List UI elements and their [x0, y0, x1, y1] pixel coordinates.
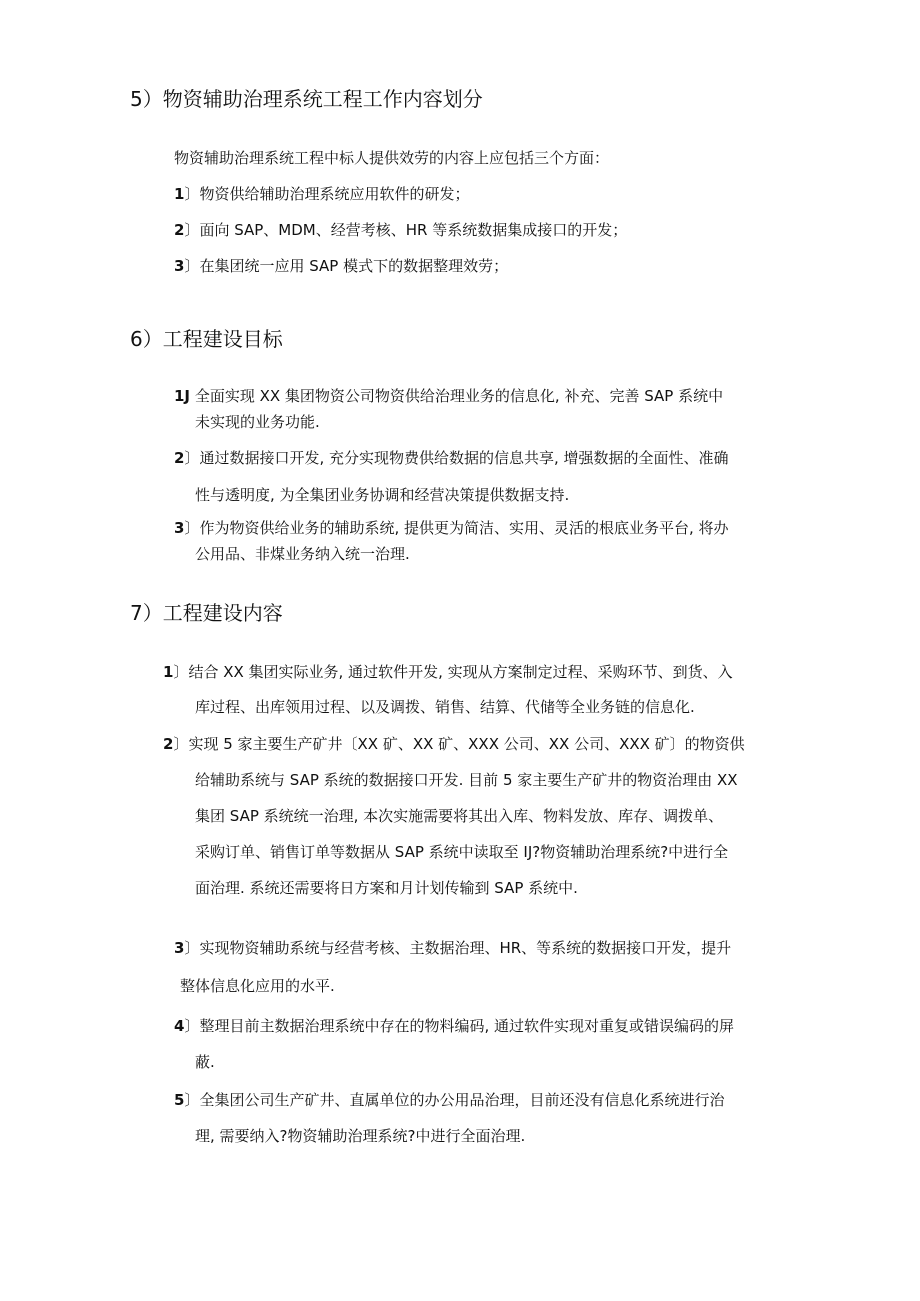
section-7-item-4-line-2: 蔽.: [195, 1053, 215, 1071]
section-6-item-3-line-2: 公用品、非煤业务纳入统一治理.: [195, 545, 410, 563]
section-7-item-1-line-2: 库过程、出库领用过程、以及调拨、销售、结算、代储等全业务链的信息化.: [195, 698, 695, 716]
item-number: 1J: [174, 387, 191, 405]
item-number: 4: [174, 1017, 185, 1035]
section-5-item-3: [174, 248, 508, 284]
item-text: 〕通过数据接口开发, 充分实现物费供给数据的信息共享, 增强数据的全面性、准确: [184, 449, 729, 467]
section-5-heading: 5）物资辅助治理系统工程工作内容划分: [130, 87, 483, 111]
item-text: 〕面向 SAP、MDM、经营考核、HR 等系统数据集成接口的开发；: [184, 221, 628, 239]
section-6-heading: 6）工程建设目标: [130, 327, 283, 351]
item-text: 〕作为物资供给业务的辅助系统, 提供更为简洁、实用、灵活的根底业务平台, 将办: [184, 519, 729, 537]
section-5-item-2: [174, 212, 627, 248]
item-number: 1: [163, 663, 174, 681]
section-7-item-5-line-2: 理, 需要纳入?物资辅助治理系统?中进行全面治理.: [195, 1127, 526, 1145]
item-number: 2: [163, 735, 174, 753]
item-number: 3: [174, 257, 185, 275]
item-number: 2: [174, 221, 185, 239]
item-text: 全面实现 XX 集团物资公司物资供给治理业务的信息化, 补充、完善 SAP 系统中: [194, 387, 724, 405]
section-5-item-1: [174, 176, 469, 212]
item-number: 3: [174, 939, 185, 957]
section-7-heading: 7）工程建设内容: [130, 601, 283, 625]
section-7-item-3-line-1: [174, 930, 731, 966]
item-number: 2: [174, 449, 185, 467]
section-6-item-1-line-2: 未实现的业务功能.: [195, 413, 320, 431]
item-number: 1: [174, 185, 185, 203]
item-text: 〕整理目前主数据治理系统中存在的物料编码, 通过软件实现对重复或错误编码的屏: [184, 1017, 734, 1035]
item-text: 〕全集团公司生产矿井、直属单位的办公用品治理，目前还没有信息化系统进行治: [184, 1091, 725, 1109]
section-7-item-2-line-1: [163, 726, 745, 762]
item-text: 〕在集团统一应用 SAP 模式下的数据整理效劳；: [184, 257, 509, 275]
section-7-item-5-line-1: [174, 1082, 724, 1118]
item-text: 〕实现 5 家主要生产矿井〔XX 矿、XX 矿、XXX 公司、XX 公司、XXX 矿〕的物资供: [173, 735, 745, 753]
section-7-item-3-line-2: 整体信息化应用的水平.: [180, 977, 335, 995]
section-7-item-2-line-3: 集团 SAP 系统统一治理, 本次实施需要将其出入库、物料发放、库存、调拨单、: [195, 807, 724, 825]
section-7-item-2-line-5: 面治理. 系统还需要将日方案和月计划传输到 SAP 系统中.: [195, 879, 578, 897]
section-7-item-2-line-4: 采购订单、销售订单等数据从 SAP 系统中读取至 IJ?物资辅助治理系统?中进行全: [195, 843, 729, 861]
section-5-intro: 物资辅助治理系统工程中标人提供效劳的内容上应包括三个方面：: [174, 149, 610, 167]
section-6-item-2-line-1: [174, 440, 729, 476]
item-text: 〕实现物资辅助系统与经营考核、主数据治理、HR、等系统的数据接口开发，提升: [184, 939, 732, 957]
section-7-item-4-line-1: [174, 1008, 734, 1044]
item-number: 5: [174, 1091, 185, 1109]
section-7-item-1-line-1: [163, 654, 733, 690]
item-text: 〕结合 XX 集团实际业务, 通过软件开发, 实现从方案制定过程、采购环节、到货、入: [173, 663, 733, 681]
section-6-item-2-line-2: 性与透明度, 为全集团业务协调和经营决策提供数据支持.: [195, 486, 570, 504]
item-number: 3: [174, 519, 185, 537]
section-7-item-2-line-2: 给辅助系统与 SAP 系统的数据接口开发. 目前 5 家主要生产矿井的物资治理由 XX: [195, 771, 738, 789]
item-text: 〕物资供给辅助治理系统应用软件的研发；: [184, 185, 470, 203]
